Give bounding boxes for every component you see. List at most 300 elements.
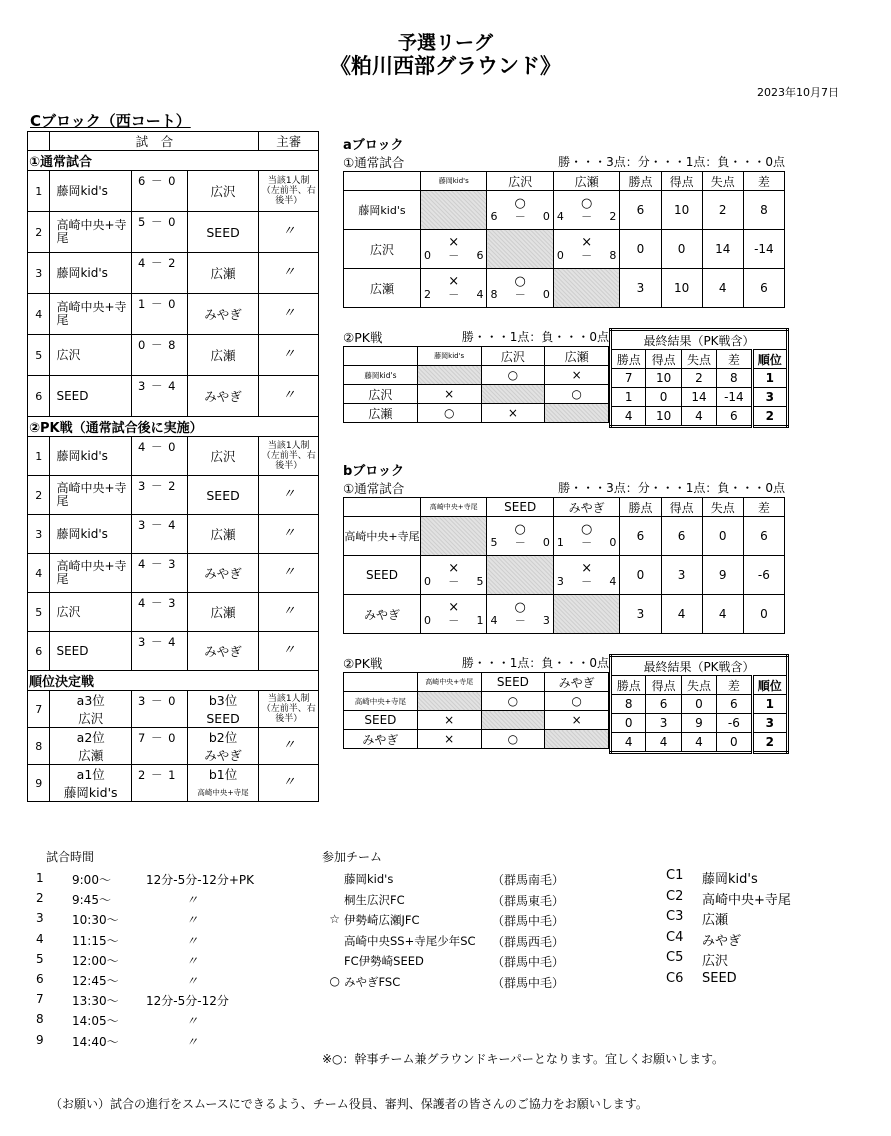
stat-value: 0 [661,230,702,269]
stat-value: 9 [702,556,743,595]
time-start: 9:00～ [72,873,111,887]
self-cell [553,595,619,634]
time-row [36,992,316,1012]
stat-head: 失点 [702,498,743,517]
team-row [344,230,785,269]
team-mark: ☆ [329,912,340,927]
rank-value: 3 [752,714,787,733]
time-row [36,911,316,931]
pk-row [344,404,609,423]
result-cell [421,269,487,308]
team-away: 広瀬 [187,515,259,554]
pk-row [344,385,609,404]
dash: － [448,288,460,301]
match-score: 1 － 0 [131,294,187,335]
win-mark: ○ [514,196,526,211]
team-row [344,517,785,556]
win-mark: ○ [580,522,593,537]
time-start: 9:45～ [72,893,111,908]
team-code: C3 [666,909,684,925]
pk-cell [545,404,609,423]
time-format: 〃 [186,973,199,988]
team-mark [322,933,344,954]
final-value: 0 [717,733,752,753]
result-cell [487,595,553,634]
stat-value: 6 [743,517,784,556]
team-row [344,269,785,308]
final-value: 14 [681,388,716,407]
team-code: C1 [666,868,684,883]
pk-points-rule: 勝・・・1点：負・・・0点 [461,330,609,344]
stat-value: 0 [620,556,661,595]
time-no: 8 [36,1012,44,1027]
goals-for: 1 [556,536,564,549]
final-value: 4 [611,407,646,427]
loss-mark: × [581,561,593,576]
team-home: 藤岡kid's [50,437,132,476]
match-row [28,294,319,335]
final-head: 最終結果（PK戦含） [611,330,788,350]
team-entry [322,933,602,954]
stat-value: 6 [620,517,661,556]
team-away: みやぎ [187,554,259,593]
match-no: 3 [28,253,50,294]
time-start: 13:30～ [72,994,119,1009]
goals-against: 0 [542,288,550,301]
team-home: 高崎中央+寺尾 [50,476,132,515]
stat-value: 6 [743,269,784,308]
loss-mark: × [448,561,460,576]
match-score: 4 － 0 [131,437,187,476]
stat-value: 6 [620,191,661,230]
final-team-home: 藤岡kid's [50,783,132,802]
normal-label: ①通常試合 [343,155,405,170]
final-value: 6 [646,695,681,714]
final-head: 最終結果（PK戦含） [611,656,788,676]
match-score: 0 － 8 [131,335,187,376]
pk-label-row [343,328,609,346]
team-mark: ○ [329,973,340,988]
match-no: 4 [28,294,50,335]
goals-against: 0 [609,536,617,549]
final-row [28,728,319,747]
code-team: SEED [702,970,737,986]
dash: － [581,249,593,262]
stat-value: 4 [661,595,702,634]
match-no: 3 [28,515,50,554]
pk-label: ②PK戦 [343,656,383,671]
match-referee: 〃 [259,515,319,554]
match-no: 5 [28,593,50,632]
final-value: 2 [681,369,716,388]
final-value: 7 [611,369,646,388]
stat-value: 0 [743,595,784,634]
team-name: 高崎中央SS+寺尾少年SC [344,933,476,948]
result-cell [421,230,487,269]
team-code: C2 [666,888,684,904]
normal-label: ①通常試合 [343,481,405,496]
col-team: みやぎ [545,673,609,692]
final-slot-away: b3位 [187,691,259,710]
time-format: 〃 [186,1014,199,1029]
time-start: 14:40～ [72,1034,119,1049]
match-score: 6 － 0 [131,171,187,212]
team-away: SEED [187,212,259,253]
team-entry [322,892,602,913]
final-col: 差 [717,676,752,695]
dash: － [581,536,593,549]
match-row [28,171,319,212]
team-home: 広沢 [50,335,132,376]
rank-value: 1 [752,695,787,714]
time-format: 〃 [186,893,199,908]
match-row [28,554,319,593]
team-home: SEED [50,376,132,417]
stat-value: 3 [620,595,661,634]
group-b [343,460,793,749]
header-referee: 主審 [259,132,319,151]
pk-cell [417,366,481,385]
result-cell [487,191,553,230]
team-region: （群馬中毛） [492,914,565,929]
goals-for: 8 [490,288,498,301]
team-region: （群馬中毛） [492,955,565,970]
match-referee: 当該1人制（左前半、右後半） [259,691,319,728]
time-no: 2 [36,891,44,906]
dash: － [514,288,526,301]
final-team-home: 広瀬 [50,746,132,765]
code-team: 高崎中央+寺尾 [702,892,791,908]
stat-value: -6 [743,556,784,595]
final-row [28,691,319,710]
final-col: 失点 [681,676,716,695]
col-team: 藤岡kid's [421,172,487,191]
stat-value: 3 [620,269,661,308]
loss-mark: × [448,600,460,615]
final-value: 0 [681,695,716,714]
match-referee: 〃 [259,335,319,376]
code-team: 藤岡kid's [702,872,758,887]
final-slot-home: a3位 [50,691,132,710]
result-cell [553,191,619,230]
goals-against: 1 [476,614,484,627]
match-score: 3 － 2 [131,476,187,515]
match-referee: 当該1人制（左前半、右後半） [259,437,319,476]
team-entry [322,953,602,974]
match-row [28,632,319,671]
goals-against: 5 [476,575,484,588]
row-team: 広瀬 [344,404,418,423]
row-team: 広瀬 [344,269,421,308]
team-name: 桐生広沢FC [344,892,405,907]
pk-label-row [343,654,609,672]
match-no: 9 [28,765,50,802]
team-away: 広沢 [187,437,259,476]
pk-cell: × [545,366,609,385]
stat-value: 0 [702,517,743,556]
pk-row [344,366,609,385]
team-name: 伊勢崎広瀬JFC [344,913,420,928]
code-entry [666,971,866,992]
time-no: 6 [36,971,44,986]
team-name: FC伊勢崎SEED [344,954,424,969]
round-robin-table [343,171,785,308]
final-value: 6 [717,407,752,427]
team-away: 広瀬 [187,335,259,376]
time-format: 12分-5分-12分+PK [146,873,254,887]
pk-cell: ○ [481,366,545,385]
team-away: 広瀬 [187,253,259,294]
final-team-away: SEED [187,709,259,728]
match-score: 3 － 4 [131,515,187,554]
match-score: 4 － 3 [131,593,187,632]
match-referee: 〃 [259,476,319,515]
dash: － [514,614,526,627]
result-cell [421,595,487,634]
stat-value: 4 [702,269,743,308]
col-team: みやぎ [553,498,619,517]
goals-for: 3 [556,575,564,588]
goals-for: 2 [424,288,432,301]
stat-value: 10 [661,191,702,230]
match-row [28,212,319,253]
rank-value: 3 [752,388,787,407]
loss-mark: × [581,235,593,250]
goals-for: 6 [490,210,498,223]
points-rule: 勝・・・3点：分・・・1点：負・・・0点 [558,481,785,495]
team-away: SEED [187,476,259,515]
row-team: 藤岡kid's [344,366,418,385]
time-format: 〃 [186,953,199,968]
self-cell [421,191,487,230]
pk-table [343,672,609,749]
team-mark [322,953,344,974]
stat-head: 得点 [661,172,702,191]
self-cell [421,517,487,556]
match-score: 4 － 3 [131,554,187,593]
row-team: 広沢 [344,230,421,269]
final-col: 得点 [646,676,681,695]
final-team-away: みやぎ [187,746,259,765]
final-result-table [609,328,789,428]
match-row [28,515,319,554]
final-col: 失点 [681,350,716,369]
time-no: 9 [36,1032,44,1047]
page-title: 予選リーグ [397,32,493,54]
stat-head: 差 [743,498,784,517]
dash: － [448,614,460,627]
code-team: みやぎ [702,933,742,949]
goals-against: 4 [476,288,484,301]
col-team: 高崎中央+寺尾 [417,673,481,692]
pk-cell: ○ [545,692,609,711]
code-entry [666,909,866,930]
goals-against: 2 [609,210,617,223]
group-title: bブロック [343,464,405,479]
goals-against: 3 [542,614,550,627]
goals-for: 0 [424,249,432,262]
stat-value: 8 [743,191,784,230]
final-team-home: 広沢 [50,709,132,728]
pk-cell: × [481,404,545,423]
row-team: SEED [344,556,421,595]
time-start: 11:15～ [72,933,119,948]
team-home: 広沢 [50,593,132,632]
pk-cell: ○ [481,692,545,711]
match-no: 6 [28,376,50,417]
pk-row [344,730,609,749]
time-no: 1 [36,871,44,885]
team-home: 高崎中央+寺尾 [50,554,132,593]
loss-mark: × [448,274,460,289]
schedule-table [27,131,319,802]
team-row [344,191,785,230]
final-slot-home: a2位 [50,728,132,747]
stat-value: 14 [702,230,743,269]
match-no: 7 [28,691,50,728]
pk-row [344,692,609,711]
section-label: ①通常試合 [28,151,319,171]
stat-value: 3 [661,556,702,595]
time-row [36,871,316,891]
time-start: 12:00～ [72,953,119,968]
final-col: 勝点 [611,350,646,369]
match-row [28,476,319,515]
row-team: 高崎中央+寺尾 [344,692,418,711]
participating-teams [322,848,602,995]
final-value: 4 [646,733,681,753]
team-code: C6 [666,970,684,986]
match-no: 2 [28,476,50,515]
team-entry [322,912,602,933]
section-label: 順位決定戦 [28,671,319,691]
final-value: 10 [646,369,681,388]
date: 2023年10月7日 [757,86,839,99]
col-team: 広瀬 [545,347,609,366]
match-row [28,437,319,476]
pk-cell: × [417,385,481,404]
final-value: 8 [611,695,646,714]
match-score: 3 － 0 [131,691,187,728]
team-away: 広沢 [187,171,259,212]
final-col: 順位 [752,350,787,369]
team-home: 藤岡kid's [50,515,132,554]
code-team: 広瀬 [702,913,729,929]
team-code: C5 [666,950,684,966]
loss-mark: × [448,235,460,250]
match-score: 3 － 4 [131,632,187,671]
goals-against: 0 [542,210,550,223]
col-team: SEED [487,498,553,517]
match-row [28,335,319,376]
win-mark: ○ [580,196,593,211]
pk-cell: ○ [545,385,609,404]
final-slot-home: a1位 [50,765,132,784]
group-a [343,134,793,423]
col-team: 広瀬 [553,172,619,191]
pk-cell: ○ [417,404,481,423]
match-no: 5 [28,335,50,376]
request-note: （お願い）試合の進行をスムースにできるよう、チーム役員、審判、保護者の皆さんのご協力をお願いします。 [50,1097,648,1111]
team-entry [322,974,602,995]
final-value: 9 [681,714,716,733]
team-away: 広瀬 [187,593,259,632]
time-format: 〃 [186,1034,199,1049]
dash: － [514,536,526,549]
match-score: 7 － 0 [131,728,187,765]
stat-value: 4 [702,595,743,634]
pk-cell [545,730,609,749]
match-referee: 〃 [259,253,319,294]
pk-points-rule: 勝・・・1点：負・・・0点 [461,656,609,670]
match-row [28,376,319,417]
self-cell [553,269,619,308]
team-home: 高崎中央+寺尾 [50,294,132,335]
goals-against: 6 [476,249,484,262]
goals-for: 5 [490,536,498,549]
match-referee: 〃 [259,294,319,335]
team-away: みやぎ [187,294,259,335]
goals-for: 0 [556,249,564,262]
code-entry [666,868,866,889]
stat-head: 勝点 [620,498,661,517]
match-referee: 〃 [259,765,319,802]
final-row [28,765,319,784]
host-note: ※○：幹事チーム兼グラウンドキーパーとなります。宜しくお願いします。 [322,1052,725,1066]
stat-value: 2 [702,191,743,230]
win-mark: ○ [514,522,526,537]
team-name: 藤岡kid's [344,872,394,886]
stat-head: 得点 [661,498,702,517]
time-row [36,891,316,911]
stat-value: 6 [661,517,702,556]
match-row [28,253,319,294]
goals-for: 4 [556,210,564,223]
row-team: 広沢 [344,385,418,404]
pk-cell [481,385,545,404]
match-referee: 〃 [259,593,319,632]
match-no: 1 [28,437,50,476]
time-row [36,1012,316,1032]
final-team-away: 高崎中央+寺尾 [187,783,259,802]
match-no: 6 [28,632,50,671]
row-team: みやぎ [344,730,418,749]
final-value: 0 [646,388,681,407]
match-referee: 〃 [259,554,319,593]
pk-label: ②PK戦 [343,330,383,345]
final-slot-away: b1位 [187,765,259,784]
time-no: 4 [36,931,44,946]
time-row [36,952,316,972]
match-referee: 〃 [259,632,319,671]
time-start: 12:45～ [72,973,119,988]
time-schedule [36,848,316,1053]
team-row [344,595,785,634]
code-team: 広沢 [702,954,729,970]
team-home: 高崎中央+寺尾 [50,212,132,253]
final-value: 4 [681,733,716,753]
code-entry [666,950,866,971]
normal-label-row [343,479,785,497]
time-no: 3 [36,911,44,926]
final-value: 10 [646,407,681,427]
team-region: （群馬中毛） [492,975,565,990]
self-cell [487,230,553,269]
pk-table [343,346,609,423]
final-value: 4 [681,407,716,427]
venue-title: 《粕川西部グラウンド》 [330,54,561,78]
row-team: 高崎中央+寺尾 [344,517,421,556]
